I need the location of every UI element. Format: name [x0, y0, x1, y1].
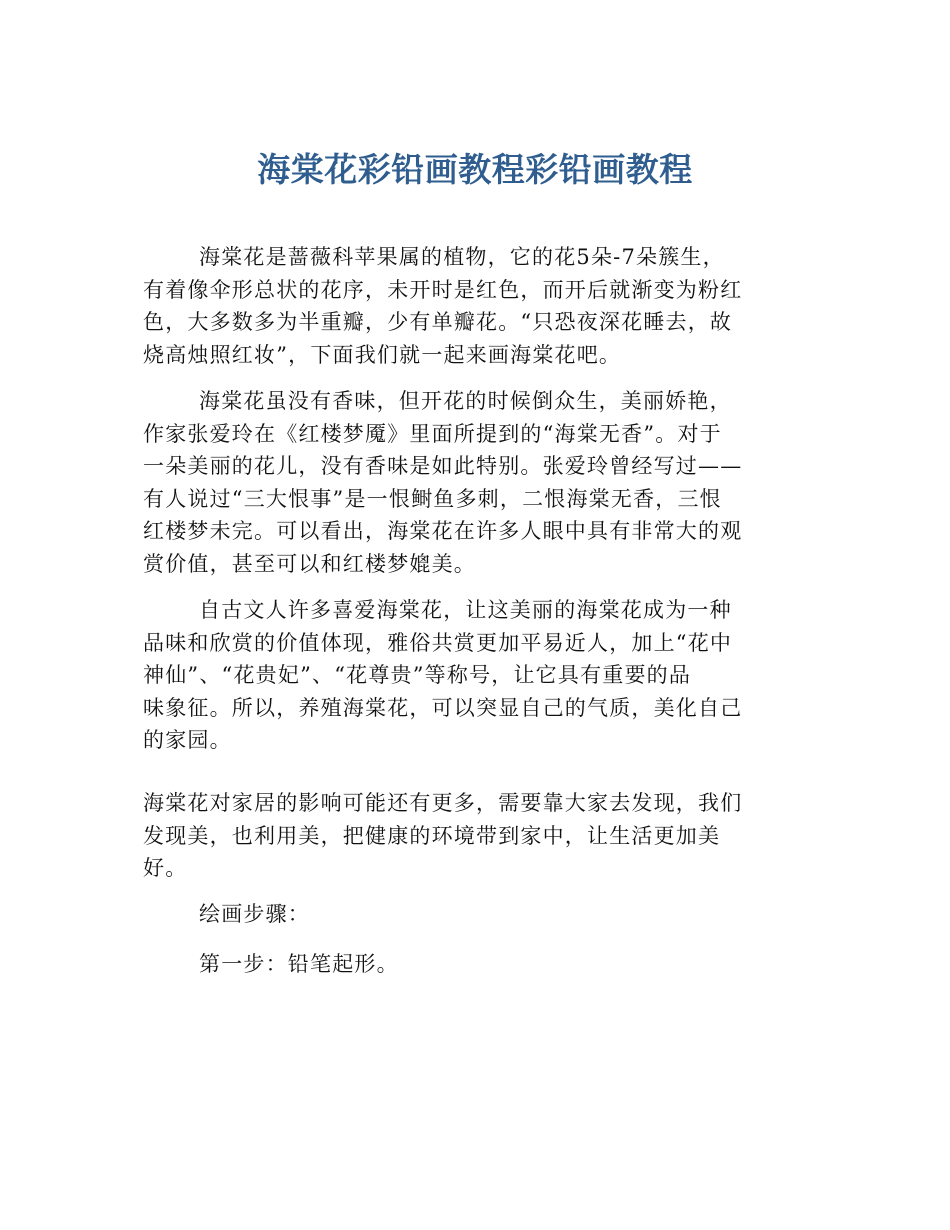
paragraph-line: 海棠花是蔷薇科苹果属的植物，它的花5朵-7朵簇生，: [199, 245, 725, 269]
paragraph-line: 神仙”、“花贵妃”、“花尊贵”等称号，让它具有重要的品: [143, 663, 692, 687]
paragraph-line: 品味和欣赏的价值体现，雅俗共赏更加平易近人，加上“花中: [143, 630, 733, 655]
paragraph-line: 海棠花虽没有香味，但开花的时候倒众生，美丽娇艳，: [199, 389, 732, 413]
paragraph-literati: [143, 594, 813, 757]
paragraph-line: 红楼梦未完。可以看出，海棠花在许多人眼中具有非常大的观: [143, 519, 743, 543]
paragraph-line: 绘画步骤：: [199, 902, 310, 926]
paragraph-line: 好。: [143, 856, 188, 880]
paragraph-line: 烧高烛照红妆”，下面我们就一起来画海棠花吧。: [143, 342, 622, 367]
paragraph-line: 的家园。: [143, 728, 232, 752]
paragraph-line: 自古文人许多喜爱海棠花，让这美丽的海棠花成为一种: [199, 598, 732, 622]
paragraph-home: [143, 787, 813, 885]
paragraph-line: 海棠花对家居的影响可能还有更多，需要靠大家去发现，我们: [143, 791, 743, 815]
paragraph-line: 有着像伞形总状的花序，未开时是红色，而开后就渐变为粉红: [143, 277, 743, 302]
paragraph-line: 一朵美丽的花儿，没有香味是如此特别。张爱玲曾经写过——: [143, 454, 743, 478]
paragraph-line: 第一步：铅笔起形。: [199, 952, 399, 976]
steps-heading: [143, 898, 813, 931]
paragraph-line: 发现美，也利用美，把健康的环境带到家中，让生活更加美: [143, 823, 721, 848]
paragraph-line: 作家张爱玲在《红楼梦魇》里面所提到的“海棠无香”。对于: [143, 421, 722, 446]
paragraph-line: 色，大多数多为半重瓣，少有单瓣花。“只恐夜深花睡去，故: [143, 310, 733, 334]
paragraph-line: 味象征。所以，养殖海棠花，可以突显自己的气质，美化自己: [143, 695, 743, 720]
document-title: 海棠花彩铅画教程彩铅画教程: [257, 150, 693, 189]
paragraph-fragrance: [143, 385, 813, 580]
step-one: [143, 948, 813, 981]
paragraph-line: 赏价值，甚至可以和红楼梦媲美。: [143, 551, 476, 576]
paragraph-line: 有人说过“三大恨事”是一恨鲥鱼多刺，二恨海棠无香，三恨: [143, 486, 722, 511]
paragraph-intro: [143, 241, 813, 371]
